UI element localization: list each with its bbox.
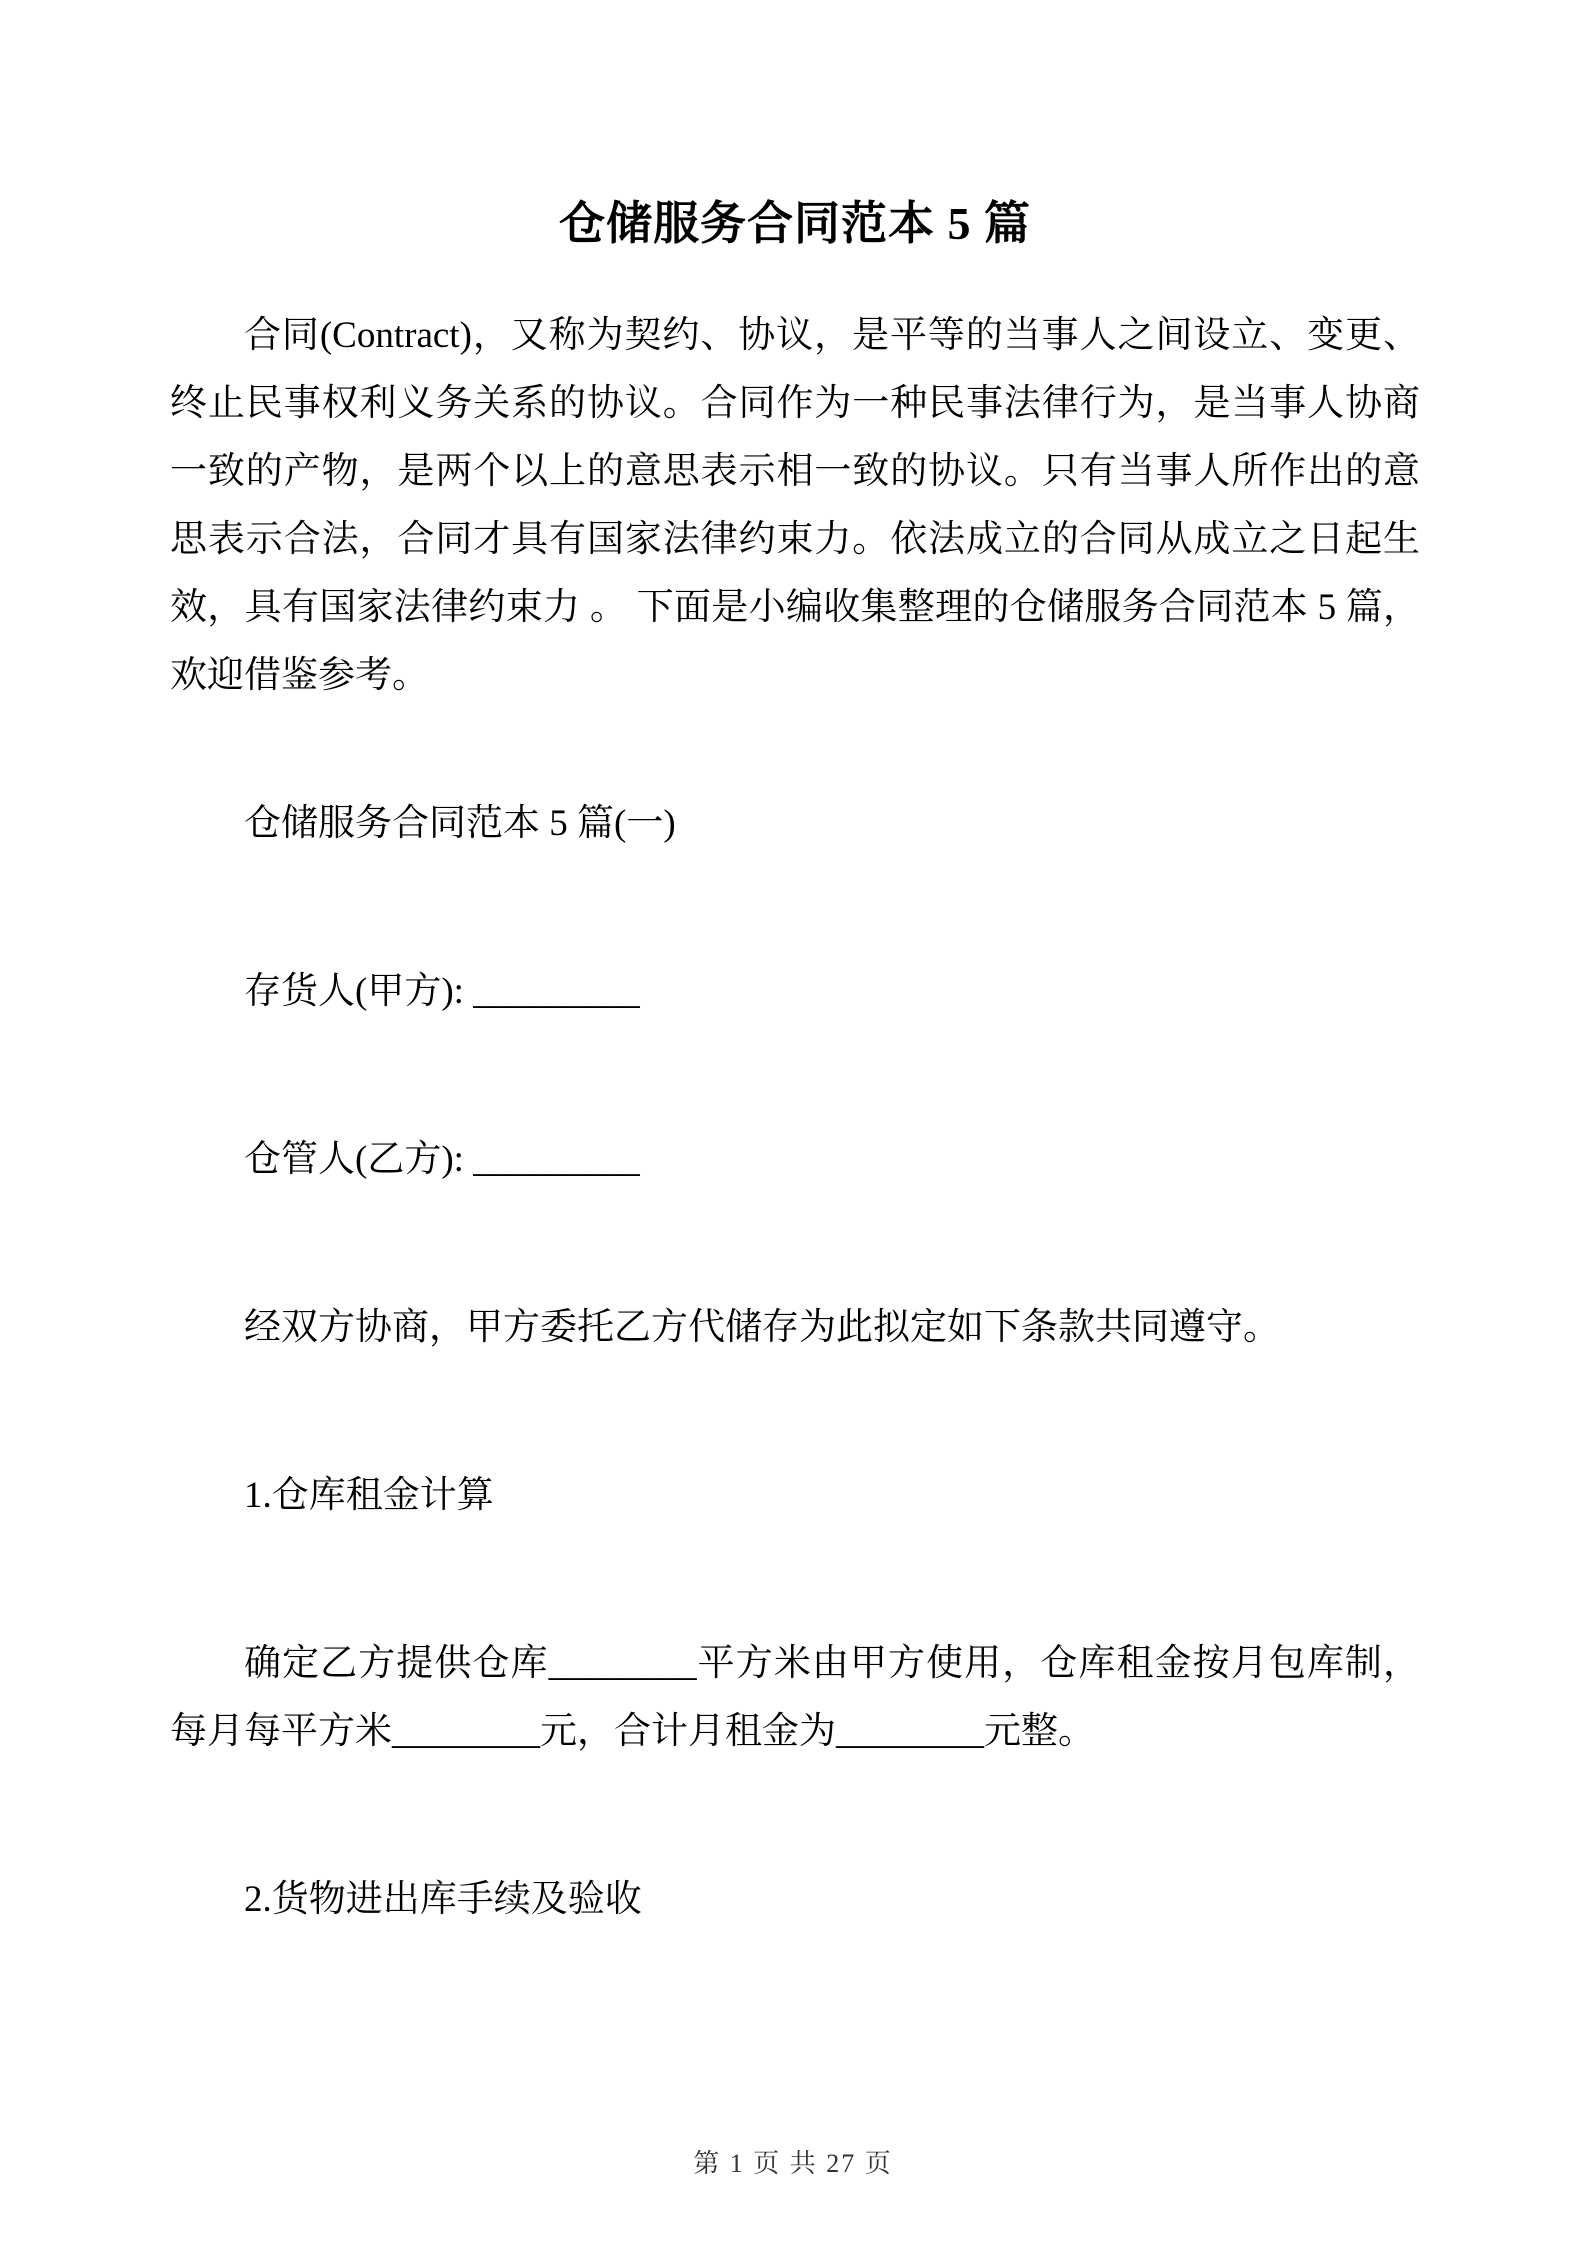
party-b-fill-in-blank: _________ [473,1139,640,1180]
rent-calculation-paragraph [170,1630,1420,1766]
document-title: 仓储服务合同范本 5 篇 [559,198,1031,249]
party-b-label: 仓管人(乙方): [244,1139,474,1180]
party-b-line [170,1126,1420,1194]
party-a-fill-in-blank: _________ [473,971,640,1012]
section-heading-part1: 仓储服务合同范本 5 篇(一) [244,803,676,844]
rent-text-segment: 元，合计月租金为 [540,1711,836,1752]
party-a-line [170,958,1420,1026]
rent-text-segment: 确定乙方提供仓库 [244,1643,549,1684]
rent-text-segment: 平方米由甲方使用，仓库租金按月包库制，每月每平方米 [170,1643,1421,1752]
rent-area-fill-in-blank: ________ [548,1643,697,1684]
clause-2-heading: 2.货物进出库手续及验收 [244,1879,642,1920]
rent-price-fill-in-blank: ________ [392,1711,540,1752]
agreement-statement: 经双方协商，甲方委托乙方代储存为此拟定如下条款共同遵守。 [244,1307,1280,1348]
page-number-footer: 第 1 页 共 27 页 [693,2149,893,2178]
rent-total-fill-in-blank: ________ [836,1711,984,1752]
intro-paragraph: 合同(Contract)，又称为契约、协议，是平等的当事人之间设立、变更、终止民事权利义务关系的协议。合同作为一种民事法律行为，是当事人协商一致的产物，是两个以上的意思表示相一致的协议。只有当事人所作出的意思表示合法，合同才具有国家法律约束力。依法成立的合同从成立之日起生效，具有国家法律约束力 。 下面是小编收集整理的仓储服务合同范本 5 篇，欢迎借鉴参考。 [170,315,1420,696]
rent-text-segment: 元整。 [984,1711,1095,1752]
clause-1-heading: 1.仓库租金计算 [244,1475,494,1516]
party-a-label: 存货人(甲方): [244,971,474,1012]
